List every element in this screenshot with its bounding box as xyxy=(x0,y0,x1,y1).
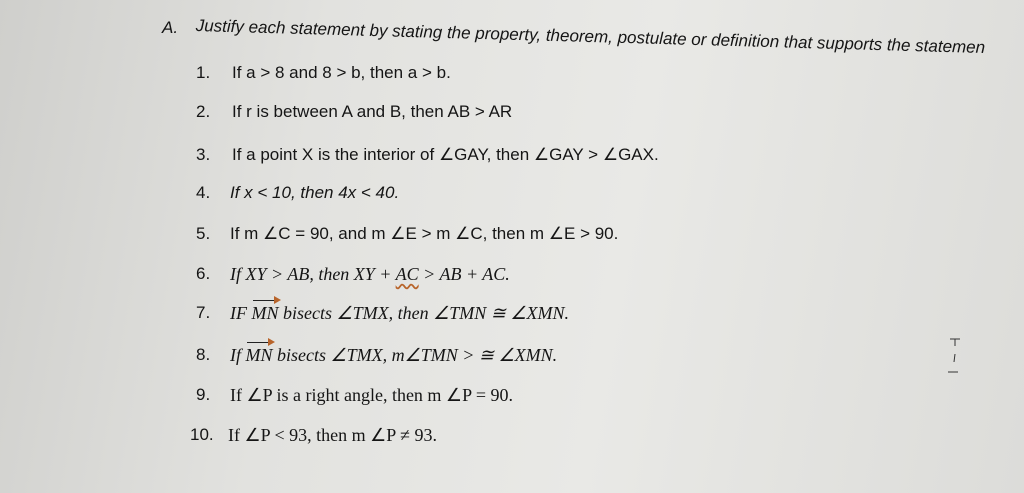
pencil-mark-icon xyxy=(944,336,964,376)
segment-ac: AC xyxy=(395,264,419,284)
item-statement: If ∠P is a right angle, then m ∠P = 90. xyxy=(230,385,514,405)
item-number: 7. xyxy=(196,303,211,322)
item-statement: IF MN bisects ∠TMX, then ∠TMN ≅ ∠XMN. xyxy=(230,303,569,323)
item-statement: If MN bisects ∠TMX, m∠TMN > ≅ ∠XMN. xyxy=(230,345,558,365)
item-number: 9. xyxy=(196,385,211,404)
item-statement: If x < 10, then 4x < 40. xyxy=(230,183,400,202)
item-number: 6. xyxy=(196,264,211,283)
item-number: 8. xyxy=(196,345,211,364)
item-number: 2. xyxy=(196,102,211,121)
item-statement: If a > 8 and 8 > b, then a > b. xyxy=(232,63,451,82)
item-statement: If a point X is the interior of ∠GAY, then ∠GAY > ∠GAX. xyxy=(232,145,659,164)
item-statement: If m ∠C = 90, and m ∠E > m ∠C, then m ∠E > 90. xyxy=(230,224,619,243)
item-number: 3. xyxy=(196,145,211,164)
item-number: 1. xyxy=(196,63,211,82)
section-letter: A. xyxy=(162,18,179,37)
item-number: 10. xyxy=(190,425,214,444)
ray-mn: MN xyxy=(251,303,279,323)
item-statement: If XY > AB, then XY + AC > AB + AC. xyxy=(230,264,510,284)
item-number: 4. xyxy=(196,183,211,202)
item-number: 5. xyxy=(196,224,211,243)
item-statement: If r is between A and B, then AB > AR xyxy=(232,102,513,121)
ray-mn: MN xyxy=(245,345,273,365)
item-statement: If ∠P < 93, then m ∠P ≠ 93. xyxy=(228,425,437,445)
section-instruction: Justify each statement by stating the property, theorem, postulate or definition that supports the statemen xyxy=(195,16,986,58)
